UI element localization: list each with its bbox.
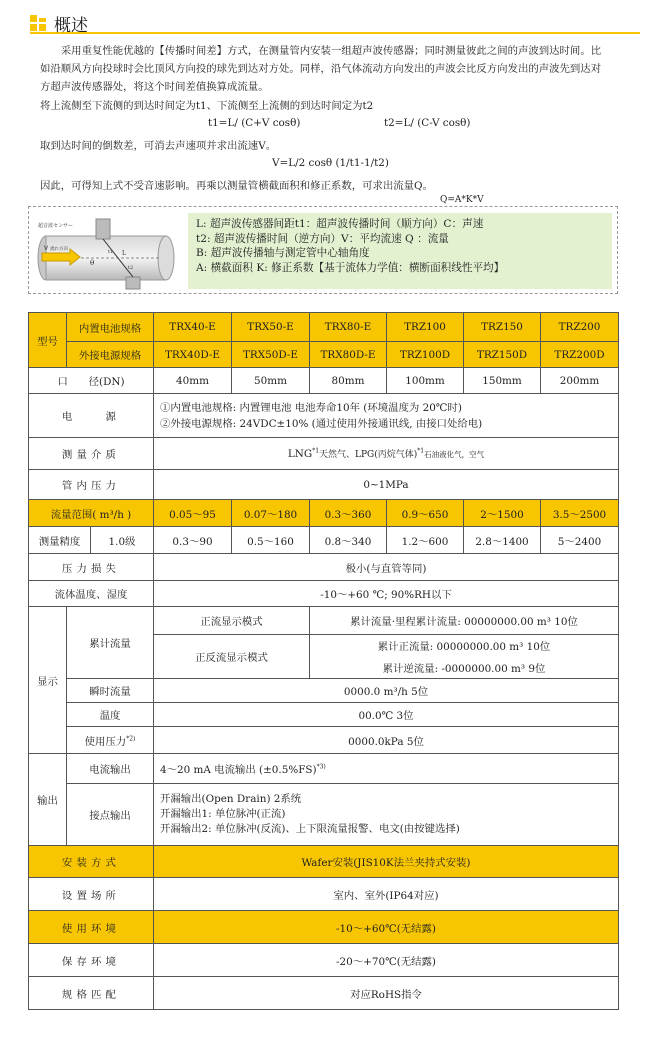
table-cell: 0.05～95 — [154, 500, 232, 527]
table-row — [29, 846, 619, 878]
table-row — [29, 911, 619, 944]
flow-direction-label: 流れ方向 — [50, 247, 68, 252]
table-cell: 0.3～360 — [310, 500, 387, 527]
table-row — [29, 607, 619, 635]
pressure-value: 0~1MPa — [154, 470, 619, 500]
builtin-label: 内置电池规格 — [67, 313, 154, 342]
table-row — [29, 438, 619, 470]
table-row — [29, 313, 619, 342]
table-cell: TRX50D-E — [232, 342, 310, 368]
equation-t1: t1=L/ (C+V cosθ) — [208, 117, 301, 129]
diameter-label: 口 径(DN) — [29, 368, 154, 394]
footnote-mark: *2) — [126, 735, 136, 743]
bidir-forward-value: 累计正流量: 00000000.00 m³ 10位 — [310, 635, 619, 657]
table-cell: 50mm — [232, 368, 310, 394]
current-label: 电流输出 — [67, 754, 154, 784]
equation-q: Q=A*K*V — [440, 195, 484, 205]
forward-mode-value: 累计流量·里程累计流量: 00000000.00 m³ 10位 — [310, 607, 619, 635]
footnote-mark: *3) — [316, 763, 326, 771]
instant-value: 0000.0 m³/h 5位 — [154, 679, 619, 703]
standard-value: 对应RoHS指令 — [154, 977, 619, 1010]
power-external: ②外接电源规格: 24VDC±10% (通过使用外接通讯线, 由接口处给电) — [160, 417, 483, 430]
table-cell: TRX80-E — [310, 313, 387, 342]
table-cell: 40mm — [154, 368, 232, 394]
power-label: 电 源 — [29, 394, 154, 438]
table-cell: TRZ100D — [387, 342, 464, 368]
instant-label: 瞬时流量 — [67, 679, 154, 703]
table-cell: TRX40-E — [154, 313, 232, 342]
loss-label: 压力损失 — [29, 554, 154, 581]
table-cell: 2～1500 — [464, 500, 541, 527]
forward-mode-label: 正流显示模式 — [154, 607, 310, 635]
medium-label: 测量介质 — [29, 438, 154, 470]
table-cell: TRZ200D — [541, 342, 619, 368]
env-value: -10～+60℃(无结露) — [154, 911, 619, 944]
contact-line: 开漏输出1: 单位脉冲(正流) — [160, 808, 286, 820]
table-cell: 100mm — [387, 368, 464, 394]
power-value — [154, 394, 619, 438]
usage-pressure-label — [67, 727, 154, 754]
env-label: 使用环境 — [29, 911, 154, 944]
medium-value — [154, 438, 619, 470]
usage-pressure-value: 0000.0kPa 5位 — [154, 727, 619, 754]
power-builtin: ①内置电池规格: 内置锂电池 电池寿命10年 (环境温度为 20℃时) — [160, 401, 462, 414]
table-cell: 0.07～180 — [232, 500, 310, 527]
accuracy-label: 测量精度 — [29, 527, 91, 554]
medium-other: 石油液化气，空气 — [424, 450, 485, 459]
contact-line: 开漏输出2: 单位脉冲(反流)、上下限流量报警、电文(由按键选择) — [160, 823, 460, 835]
contact-line: 开漏输出(Open Drain) 2系统 — [160, 793, 302, 805]
table-row — [29, 581, 619, 607]
fluid-temp-value: -10～+60 ℃; 90%RH以下 — [154, 581, 619, 607]
bidir-reverse-value: 累计逆流量: -0000000.00 m³ 9位 — [310, 657, 619, 679]
table-row — [29, 703, 619, 727]
table-row — [29, 878, 619, 911]
install-value: Wafer安装(JIS10K法兰夹持式安装) — [154, 846, 619, 878]
table-cell: TRZ100 — [387, 313, 464, 342]
table-cell: 150mm — [464, 368, 541, 394]
current-text: 4～20 mA 电流输出 (±0.5%FS) — [160, 764, 317, 776]
flow-range-label: 流量范围( m³/h ) — [29, 500, 154, 527]
legend-line: t2: 超声波传播时间（逆方向）V：平均流速 Q ：流量 — [196, 232, 449, 245]
loss-value: 极小(与直管等同) — [154, 554, 619, 581]
standard-label: 规格匹配 — [29, 977, 154, 1010]
storage-label: 保存环境 — [29, 944, 154, 977]
table-cell: 1.2～600 — [387, 527, 464, 554]
table-row — [29, 527, 619, 554]
table-row — [29, 368, 619, 394]
legend-line: L: 超声波传感器间距t1：超声波传播时间（顺方向）C：声速 — [196, 218, 484, 230]
table-row — [29, 784, 619, 846]
contact-value — [154, 784, 619, 846]
intro-text-1: 采用重复性能优越的【传播时间差】方式，在测量管内安装一组超声波传感器；同时测量彼此之间的声波到达时间。比如沿顺风方向投球时会比顶风方向投的球先到达对方处。同样，沿气体流动方向发出的声波会比反方向发出的声波先到达对方超声波传感器处，将这个时间差值换算成流量。 — [40, 45, 602, 93]
output-label: 输出 — [29, 754, 67, 846]
table-cell: 0.3～90 — [154, 527, 232, 554]
table-row — [29, 727, 619, 754]
table-cell: 200mm — [541, 368, 619, 394]
footnote-mark: *1 — [312, 447, 320, 455]
flow-v-label: V — [44, 245, 49, 252]
intro-text-2: 将上流侧至下流侧的到达时间定为t1、下流侧至上流侧的到达时间定为t2 — [40, 100, 374, 112]
table-row — [29, 679, 619, 703]
intro-text-3: 取到达时间的倒数差，可消去声速项并求出流速V。 — [40, 140, 277, 152]
install-label: 安装方式 — [29, 846, 154, 878]
table-cell: 5～2400 — [541, 527, 619, 554]
legend-line: A: 横截面积 K: 修正系数【基于流体力学值：横断面积线性平均】 — [196, 261, 505, 274]
accuracy-class: 1.0级 — [91, 527, 154, 554]
current-value — [154, 754, 619, 784]
table-cell: 0.9～650 — [387, 500, 464, 527]
table-cell: 0.5～160 — [232, 527, 310, 554]
model-label: 型号 — [29, 313, 67, 368]
table-cell: TRX40D-E — [154, 342, 232, 368]
display-label: 显示 — [29, 607, 67, 754]
contact-label: 接点输出 — [67, 784, 154, 846]
location-value: 室内、室外(IP64对应) — [154, 878, 619, 911]
spec-table — [28, 312, 619, 1010]
table-row — [29, 394, 619, 438]
table-row — [29, 470, 619, 500]
cumulative-label: 累计流量 — [67, 607, 154, 679]
brand-logo-icon — [30, 15, 48, 31]
table-row — [29, 554, 619, 581]
intro-paragraph — [40, 42, 610, 96]
equation-t2: t2=L/ (C-V cosθ) — [384, 117, 471, 129]
equation-v: V=L/2 cosθ (1/t1-1/t2) — [272, 157, 389, 169]
table-row — [29, 342, 619, 368]
t1-label: t1 — [108, 249, 114, 255]
table-cell: TRZ200 — [541, 313, 619, 342]
external-label: 外接电源规格 — [67, 342, 154, 368]
pressure-label: 管内压力 — [29, 470, 154, 500]
table-cell: 0.8～340 — [310, 527, 387, 554]
table-cell: TRZ150 — [464, 313, 541, 342]
theta-label: θ — [90, 259, 95, 267]
table-cell: 3.5～2500 — [541, 500, 619, 527]
medium-lng: LNG — [287, 448, 313, 460]
temp-label: 温度 — [67, 703, 154, 727]
legend-box — [188, 213, 612, 289]
page-title: 概述 — [54, 16, 88, 36]
medium-gas: 天然气、LPG(丙烷气体) — [319, 450, 418, 460]
section-header — [30, 10, 640, 34]
ultrasonic-pipe-diagram — [36, 213, 184, 291]
legend-line: B: 超声波传播轴与测定管中心轴角度 — [196, 247, 370, 259]
distance-l-label: L — [122, 250, 126, 257]
table-cell: 80mm — [310, 368, 387, 394]
t2-label: t2 — [128, 265, 134, 271]
bidir-mode-label: 正反流显示模式 — [154, 635, 310, 679]
sensor-caption: 超音波センサー — [38, 223, 74, 229]
table-row — [29, 500, 619, 527]
table-row — [29, 944, 619, 977]
footnote-mark: *1 — [417, 447, 425, 455]
table-cell: TRZ150D — [464, 342, 541, 368]
table-row — [29, 977, 619, 1010]
intro-text-4: 因此，可得知上式不受音速影响。再乘以测量管横截面积和修正系数，可求出流量Q。 — [40, 180, 433, 192]
table-cell: TRX50-E — [232, 313, 310, 342]
fluid-temp-label: 流体温度、湿度 — [29, 581, 154, 607]
temp-value: 00.0℃ 3位 — [154, 703, 619, 727]
storage-value: -20～+70℃(无结露) — [154, 944, 619, 977]
table-cell: 2.8～1400 — [464, 527, 541, 554]
table-row — [29, 754, 619, 784]
usage-pressure-text: 使用压力 — [84, 735, 127, 748]
table-cell: TRX80D-E — [310, 342, 387, 368]
location-label: 设置场所 — [29, 878, 154, 911]
